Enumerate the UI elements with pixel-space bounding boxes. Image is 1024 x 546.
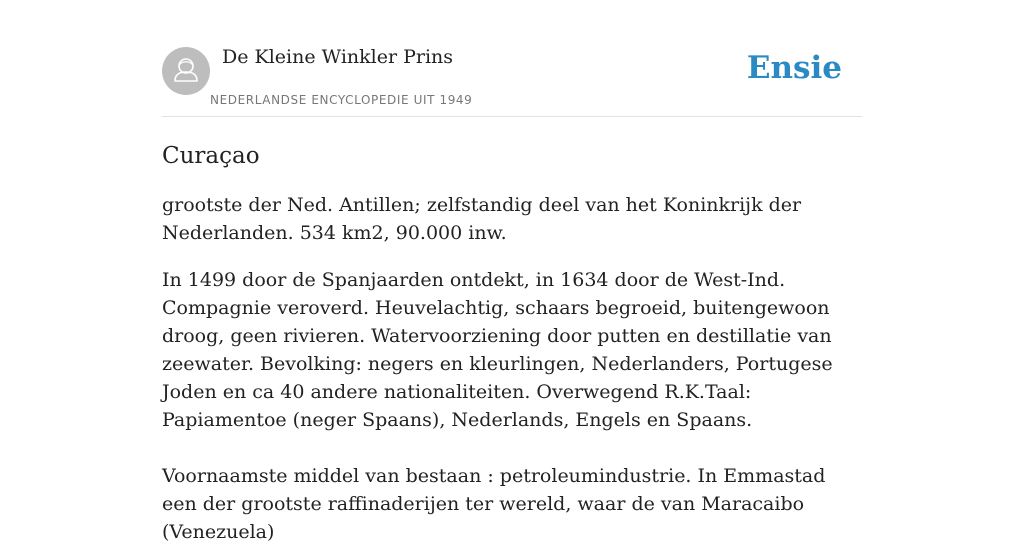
page <box>162 0 862 546</box>
ensie-logo-link[interactable]: Ensie <box>746 50 842 86</box>
user-silhouette-icon <box>162 47 210 95</box>
article-paragraph-1: grootste der Ned. Antillen; zelfstandig deel van het Koninkrijk der Nederlanden. 534 km2, 90.000 inw. <box>162 194 802 244</box>
article-paragraph-2: In 1499 door de Spanjaarden ontdekt, in 1634 door de West-Ind. Compagnie veroverd. Heuvelachtig, schaars begroeid, buitengewoon droog, geen rivieren. Watervoorziening door putten en destillatie van zeewater. Bevolking: negers en kleurlingen, Nederlanders, Portugese Joden en ca 40 andere nationaliteiten. Overwegend R.K.Taal: Papiamentoe (neger Spaans), Nederlands, Engels en Spaans. <box>162 269 833 431</box>
source-title[interactable]: De Kleine Winkler Prins <box>222 46 454 68</box>
source-subtitle: NEDERLANDSE ENCYCLOPEDIE UIT 1949 <box>210 93 473 107</box>
article-title: Curaçao <box>162 143 260 169</box>
source-header <box>162 0 862 117</box>
article-paragraph-3: Voornaamste middel van bestaan : petroleumindustrie. In Emmastad een der grootste raffinaderijen ter wereld, waar de van Maracaibo (Venezuela) <box>162 465 826 543</box>
source-avatar[interactable] <box>162 47 210 95</box>
